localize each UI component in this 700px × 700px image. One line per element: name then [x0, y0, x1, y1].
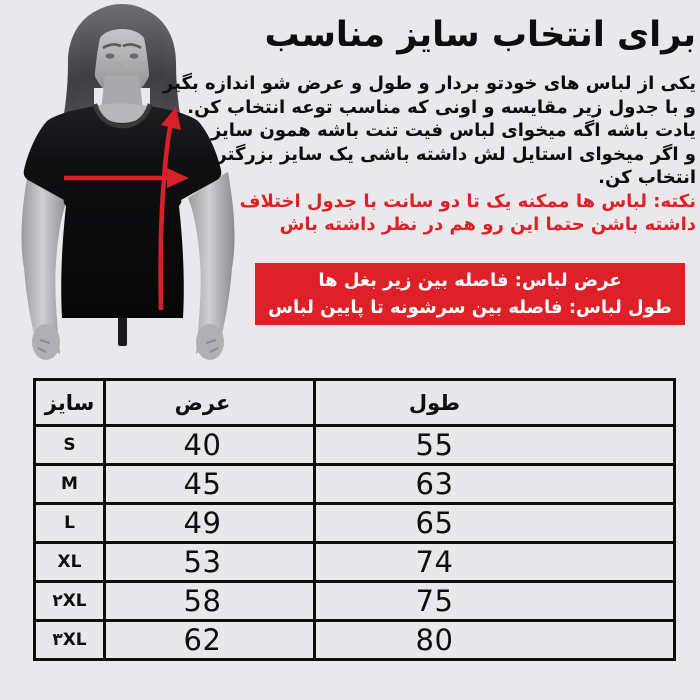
- size-cell: ۲XL: [35, 582, 105, 621]
- size-cell: XL: [35, 543, 105, 582]
- table-row: [35, 582, 675, 621]
- table-row: [35, 504, 675, 543]
- column-header-length: طول: [315, 380, 675, 426]
- intro-note-line: داشته باشن حتما این رو هم در نظر داشته باش: [279, 214, 696, 235]
- length-cell: 74: [315, 543, 675, 582]
- width-cell: 58: [105, 582, 315, 621]
- table-row: [35, 543, 675, 582]
- size-table-header-row: [35, 380, 675, 426]
- size-cell: ۳XL: [35, 621, 105, 660]
- intro-note-line: نکته: لباس ها ممکنه یک تا دو سانت با جدول اختلاف: [239, 190, 696, 212]
- page-title: برای انتخاب سایز مناسب: [264, 15, 696, 55]
- intro-text: [162, 72, 696, 237]
- table-row: [35, 621, 675, 660]
- intro-line: انتخاب کن.: [598, 167, 696, 188]
- stand-pole: [118, 314, 127, 346]
- table-row: [35, 426, 675, 465]
- width-cell: 45: [105, 465, 315, 504]
- size-cell: L: [35, 504, 105, 543]
- length-cell: 55: [315, 426, 675, 465]
- length-cell: 75: [315, 582, 675, 621]
- width-cell: 62: [105, 621, 315, 660]
- length-cell: 63: [315, 465, 675, 504]
- length-cell: 65: [315, 504, 675, 543]
- width-cell: 40: [105, 426, 315, 465]
- intro-line: و با جدول زیر مقایسه و اونی که مناسب توعه انتخاب کن.: [187, 96, 696, 118]
- intro-line: یادت باشه اگه میخوای لباس فیت تنت باشه همون سایز: [210, 120, 696, 141]
- column-header-width: عرض: [105, 380, 315, 426]
- intro-line: یکی از لباس های خودتو بردار و طول و عرض شو اندازه بگیر: [162, 73, 696, 94]
- width-definition: عرض لباس: فاصله بین زیر بغل ها: [318, 270, 622, 291]
- table-row: [35, 465, 675, 504]
- width-cell: 53: [105, 543, 315, 582]
- length-definition: طول لباس: فاصله بین سرشونه تا پایین لباس: [268, 297, 672, 318]
- mannequin-eye-left: [106, 53, 115, 58]
- definition-box: [255, 263, 685, 325]
- intro-line: و اگر میخوای استایل لش داشته باشی یک سایز بزرگتر: [216, 143, 696, 165]
- size-cell: M: [35, 465, 105, 504]
- size-cell: S: [35, 426, 105, 465]
- length-cell: 80: [315, 621, 675, 660]
- size-table: [33, 378, 676, 661]
- width-cell: 49: [105, 504, 315, 543]
- mannequin-eye-right: [130, 53, 139, 58]
- column-header-size: سایز: [35, 380, 105, 426]
